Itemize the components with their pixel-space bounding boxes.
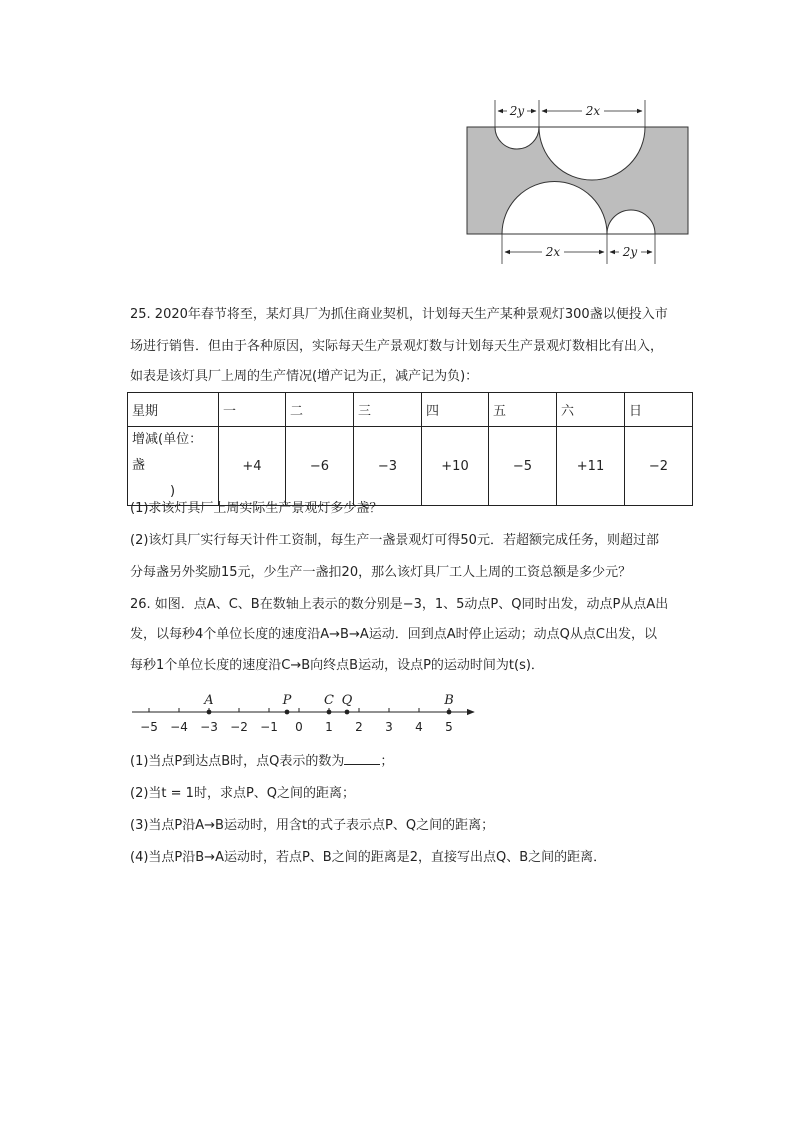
table-day-cell: 三 [354,393,422,427]
point-b [447,710,452,715]
q25-text-line2: 场进行销售．但由于各种原因，实际每天生产景观灯数与计划每天生产景观灯数相比有出入， [130,339,664,354]
table-value-cell: −6 [286,427,354,506]
table-day-cell: 日 [625,393,693,427]
tick-label: 5 [445,720,453,734]
q26-text-line3: 每秒1个单位长度的速度沿C→B向终点B运动，设点P的运动时间为t(s)． [130,658,544,673]
point-p [285,710,290,715]
table-day-cell: 二 [286,393,354,427]
tick-label: −3 [200,720,218,734]
table-header-change [128,427,219,506]
q26-text-line1: 26. 如图．点A、C、B在数轴上表示的数分别是−3，1、5动点P、Q同时出发，动点P从点A出 [130,597,669,612]
table-day-cell: 四 [422,393,489,427]
point-label-q: Q [341,693,353,708]
q25-text-line3: 如表是该灯具厂上周的生产情况(增产记为正，减产记为负)： [130,369,479,384]
q26-text-line2: 发，以每秒4个单位长度的速度沿A→B→A运动．回到点A时停止运动；动点Q从点C出发，以 [130,627,657,642]
table-value-cell: +4 [219,427,286,506]
q25-sub1: (1)求该灯具厂上周实际生产景观灯多少盏？ [130,501,383,516]
label-top-2y: 2y [509,104,525,118]
label-bottom-2y: 2y [622,245,638,259]
label-bottom-2x: 2x [545,245,561,259]
table-value-cell: +11 [557,427,625,506]
point-q [345,710,350,715]
table-value-cell: −3 [354,427,422,506]
tick-label: 0 [295,720,303,734]
q26-sub2: (2)当t = 1时，求点P、Q之间的距离； [130,786,356,801]
tick-label: −1 [260,720,278,734]
tick-label: 3 [385,720,393,734]
q26-sub1-text: (1)当点P到达点B时，点Q表示的数为 [130,754,345,769]
table-header-weekday: 星期 [128,393,219,427]
q25-text-line1: 25. 2020年春节将至，某灯具厂为抓住商业契机，计划每天生产某种景观灯300盏以便投入市 [130,307,668,322]
q26-sub1-end: ； [380,754,394,769]
table-day-cell: 六 [557,393,625,427]
point-label-c: C [324,693,334,708]
point-label-b: B [444,693,454,708]
point-label-p: P [282,693,292,708]
table-day-cell: 一 [219,393,286,427]
table-day-cell: 五 [489,393,557,427]
number-line [128,686,480,738]
q26-sub1 [130,750,393,769]
q26-sub3: (3)当点P沿A→B运动时，用含t的式子表示点P、Q之间的距离； [130,818,495,833]
shaded-rectangle-figure [462,96,694,268]
table-value-cell: −2 [625,427,693,506]
table-row-values [128,427,693,506]
point-c [327,710,332,715]
point-label-a: A [204,693,214,708]
tick-label: 4 [415,720,423,734]
table-value-cell: +10 [422,427,489,506]
label-top-2x: 2x [585,104,601,118]
tick-label: 1 [325,720,333,734]
q25-sub2-line2: 分每盏另外奖励15元，少生产一盏扣20，那么该灯具厂工人上周的工资总额是多少元？ [130,565,632,580]
tick-label: 2 [355,720,363,734]
table-value-cell: −5 [489,427,557,506]
answer-blank[interactable] [344,752,380,765]
change-header-line1: 增减(单位：盏 [132,432,203,473]
tick-label: −5 [140,720,158,734]
tick-label: −4 [170,720,188,734]
q25-sub2-line1: (2)该灯具厂实行每天计件工资制，每生产一盏景观灯可得50元．若超额完成任务，则超过部 [130,533,659,548]
point-a [207,710,212,715]
tick-label: −2 [230,720,248,734]
q26-sub4: (4)当点P沿B→A运动时，若点P、B之间的距离是2，直接写出点Q、B之间的距离． [130,850,607,865]
production-table [127,392,693,506]
change-header-line2: ) [170,484,176,499]
table-row-days [128,393,693,427]
